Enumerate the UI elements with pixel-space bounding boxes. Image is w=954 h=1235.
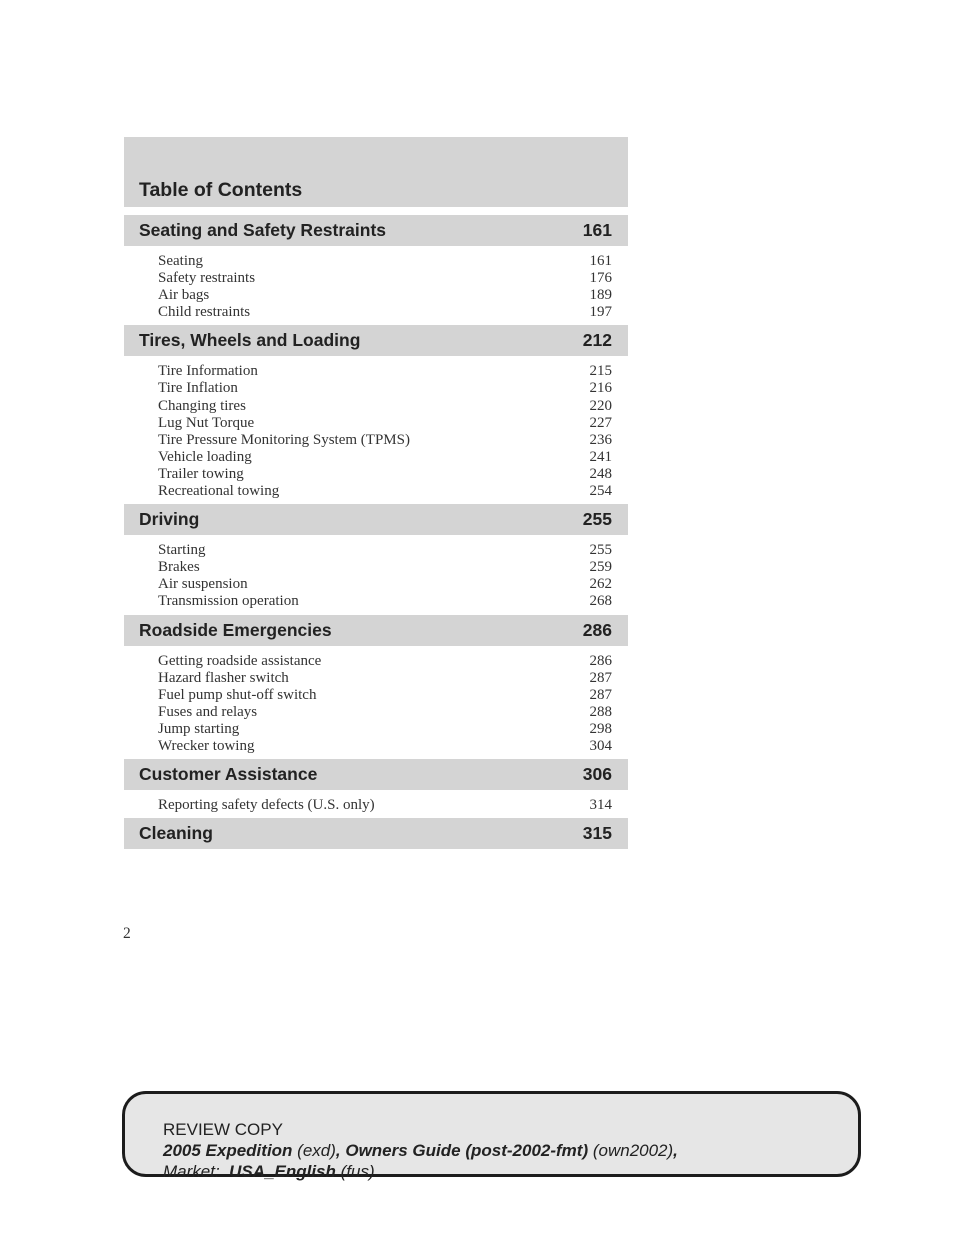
toc-item-label: Recreational towing <box>158 483 280 500</box>
toc-item-label: Air suspension <box>158 576 248 593</box>
table-of-contents <box>124 137 628 849</box>
toc-section-header <box>124 818 628 849</box>
toc-header <box>124 137 628 207</box>
toc-section-header <box>124 615 628 646</box>
toc-section-title: Cleaning <box>139 823 213 844</box>
toc-item-label: Fuses and relays <box>158 703 258 720</box>
toc-item-label: Wrecker towing <box>158 737 255 754</box>
toc-item <box>158 398 612 415</box>
toc-item-label: Air bags <box>158 287 210 304</box>
toc-item-label: Jump starting <box>158 720 240 737</box>
toc-item-label: Transmission operation <box>158 593 299 610</box>
toc-item-page: 287 <box>589 686 612 703</box>
toc-item-page: 286 <box>589 652 612 669</box>
toc-item-page: 268 <box>589 593 612 610</box>
toc-item-page: 254 <box>589 483 612 500</box>
toc-item-page: 236 <box>589 431 612 448</box>
toc-item <box>158 466 612 483</box>
toc-item-page: 216 <box>589 380 612 397</box>
toc-item <box>158 287 612 304</box>
toc-item <box>158 593 612 610</box>
review-copy-text <box>163 1119 678 1182</box>
toc-item-page: 259 <box>589 559 612 576</box>
toc-item <box>158 653 612 670</box>
toc-sections <box>124 215 628 849</box>
toc-section-header <box>124 215 628 246</box>
review-market-code: (fus) <box>340 1162 375 1181</box>
toc-item-list <box>124 646 628 760</box>
toc-item <box>158 670 612 687</box>
toc-item <box>158 704 612 721</box>
toc-item-label: Child restraints <box>158 304 251 321</box>
toc-item-label: Seating <box>158 253 203 269</box>
toc-item <box>158 449 612 466</box>
review-copy-guide-line <box>163 1140 678 1161</box>
toc-item <box>158 270 612 287</box>
review-guide-code: (own2002) <box>592 1141 674 1160</box>
toc-section-header <box>124 325 628 356</box>
review-market-label: Market: <box>163 1162 220 1181</box>
toc-section-header <box>124 759 628 790</box>
toc-item <box>158 483 612 500</box>
toc-item <box>158 687 612 704</box>
toc-section-page: 161 <box>582 220 612 240</box>
toc-item-list <box>124 246 628 325</box>
toc-section-title: Customer Assistance <box>139 764 318 785</box>
toc-item-label: Starting <box>158 542 206 559</box>
toc-section-page: 286 <box>582 619 612 640</box>
toc-item-page: 227 <box>589 414 612 431</box>
review-model: 2005 Expedition <box>163 1141 293 1160</box>
toc-item-list <box>124 790 628 818</box>
toc-item-list <box>124 535 628 614</box>
toc-item-page: 220 <box>589 397 612 414</box>
review-trailing-comma: , <box>673 1141 678 1160</box>
toc-section-page: 306 <box>582 764 612 785</box>
review-guide: , Owners Guide (post-2002-fmt) <box>335 1141 589 1160</box>
page-number: 2 <box>123 925 131 942</box>
toc-section-title: Tires, Wheels and Loading <box>139 330 361 351</box>
toc-item-page: 241 <box>589 448 612 465</box>
toc-item-list <box>124 356 628 504</box>
toc-section-page: 315 <box>582 823 612 844</box>
toc-item-label: Tire Pressure Monitoring System (TPMS) <box>158 431 410 448</box>
toc-item-page: 189 <box>589 287 612 304</box>
toc-item <box>158 559 612 576</box>
toc-item-page: 262 <box>589 576 612 593</box>
toc-item-page: 304 <box>589 737 612 754</box>
toc-item <box>158 432 612 449</box>
toc-item-page: 314 <box>589 797 612 814</box>
toc-item <box>158 738 612 755</box>
toc-item-label: Brakes <box>158 559 200 576</box>
toc-title: Table of Contents <box>139 179 303 201</box>
review-market: USA_English <box>229 1162 336 1181</box>
toc-section-title: Roadside Emergencies <box>139 619 332 640</box>
toc-section-page: 255 <box>582 509 612 530</box>
toc-item-page: 197 <box>589 304 612 321</box>
toc-section-header <box>124 504 628 535</box>
toc-item-page: 255 <box>589 542 612 559</box>
toc-item-page: 161 <box>589 253 612 269</box>
review-copy-label: REVIEW COPY <box>163 1120 283 1139</box>
toc-item <box>158 253 612 270</box>
toc-item-label: Fuel pump shut-off switch <box>158 686 317 703</box>
toc-item <box>158 415 612 432</box>
review-model-code: (exd) <box>297 1141 336 1160</box>
toc-item-label: Tire Information <box>158 363 258 380</box>
toc-item-label: Vehicle loading <box>158 448 252 465</box>
toc-section-page: 212 <box>582 330 612 351</box>
toc-item-page: 287 <box>589 669 612 686</box>
toc-section-title: Driving <box>139 509 200 530</box>
toc-item <box>158 721 612 738</box>
toc-item <box>158 576 612 593</box>
toc-item-label: Hazard flasher switch <box>158 669 289 686</box>
toc-item <box>158 542 612 559</box>
toc-item-label: Getting roadside assistance <box>158 652 322 669</box>
toc-item-label: Reporting safety defects (U.S. only) <box>158 797 375 814</box>
toc-item <box>158 304 612 321</box>
toc-item-page: 298 <box>589 720 612 737</box>
toc-section-title: Seating and Safety Restraints <box>139 220 387 240</box>
toc-item-label: Tire Inflation <box>158 380 238 397</box>
toc-item-page: 248 <box>589 465 612 482</box>
toc-item-page: 215 <box>589 363 612 380</box>
toc-item-label: Trailer towing <box>158 465 244 482</box>
toc-item-label: Safety restraints <box>158 270 256 287</box>
toc-item <box>158 363 612 380</box>
toc-item-label: Changing tires <box>158 397 246 414</box>
toc-item-page: 288 <box>589 703 612 720</box>
review-copy-box <box>122 1091 861 1181</box>
review-copy-market-line <box>163 1161 678 1182</box>
toc-item <box>158 797 612 814</box>
toc-item <box>158 380 612 397</box>
toc-item-label: Lug Nut Torque <box>158 414 255 431</box>
toc-item-page: 176 <box>589 270 612 287</box>
